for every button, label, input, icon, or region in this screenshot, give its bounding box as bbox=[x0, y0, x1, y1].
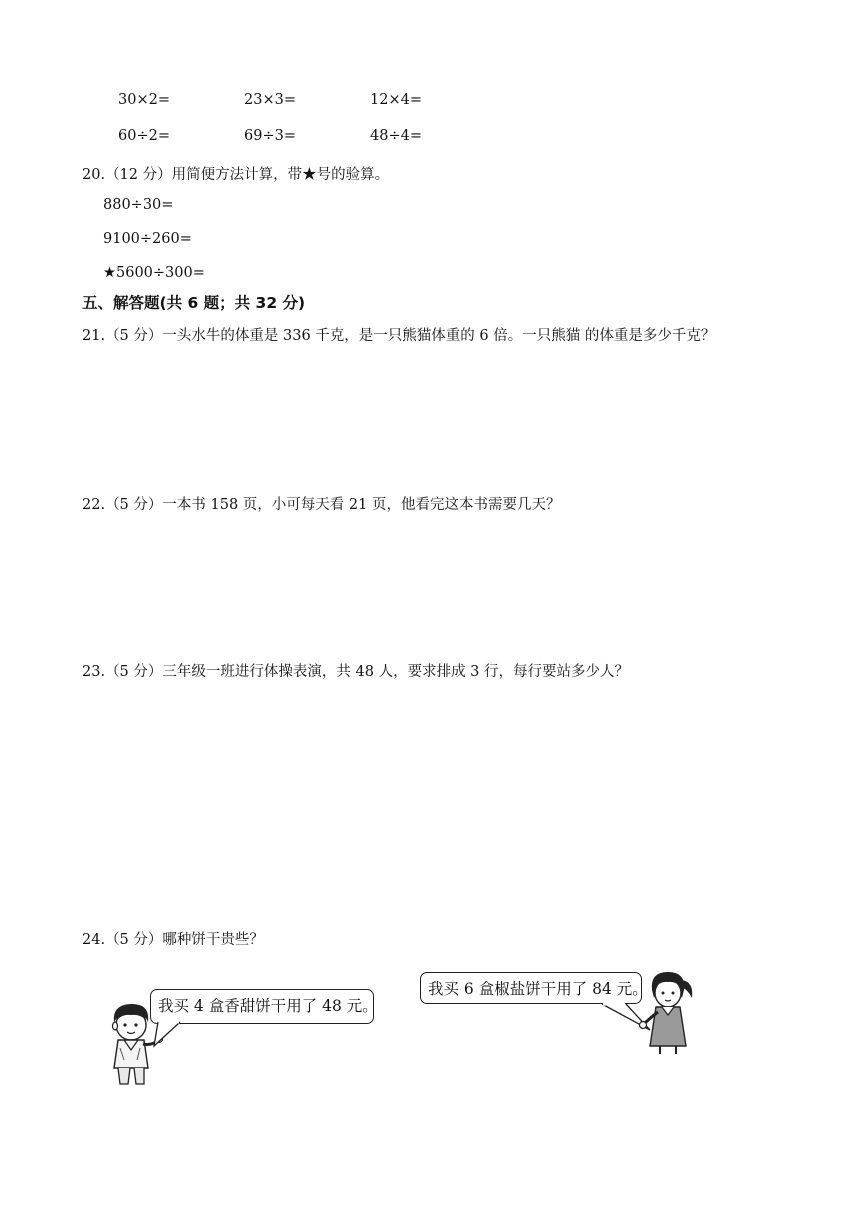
question-text: 一头水牛的体重是 336 千克，是一只熊猫体重的 6 倍。一只熊猫 的体重是多少千克？ bbox=[162, 328, 716, 344]
question-21 bbox=[82, 324, 715, 345]
question-score: （5 分） bbox=[105, 664, 163, 680]
question-text: 哪种饼干贵些？ bbox=[162, 932, 264, 948]
question-score: （5 分） bbox=[105, 497, 163, 513]
question-22 bbox=[82, 493, 560, 514]
boy-speech-text: 我买 4 盒香甜饼干用了 48 元。 bbox=[158, 997, 378, 1015]
question-number: 22. bbox=[82, 497, 106, 513]
question-20 bbox=[82, 163, 389, 184]
boy-speech-bubble bbox=[150, 989, 378, 1024]
question-score: （5 分） bbox=[105, 328, 163, 344]
question-number: 24. bbox=[82, 932, 106, 948]
question-text: 一本书 158 页，小可每天看 21 页，他看完这本书需要几天？ bbox=[162, 497, 561, 513]
q20-item: 880÷30= bbox=[103, 197, 174, 213]
calc-item: 48÷4= bbox=[370, 128, 422, 144]
question-number: 20. bbox=[82, 167, 106, 183]
calc-item: 69÷3= bbox=[244, 128, 296, 144]
boy-bubble-tail bbox=[150, 1020, 210, 1050]
calc-item: 30×2= bbox=[118, 92, 170, 108]
question-23 bbox=[82, 660, 629, 681]
question-text: 用简便方法计算，带★号的验算。 bbox=[171, 167, 390, 183]
calc-item: 12×4= bbox=[370, 92, 422, 108]
girl-speech-text: 我买 6 盒椒盐饼干用了 84 元。 bbox=[428, 980, 648, 998]
q20-item: ★5600÷300= bbox=[103, 265, 205, 281]
question-number: 23. bbox=[82, 664, 106, 680]
question-number: 21. bbox=[82, 328, 106, 344]
question-text: 三年级一班进行体操表演，共 48 人，要求排成 3 行，每行要站多少人？ bbox=[162, 664, 630, 680]
section-heading: 五、解答题(共 6 题；共 32 分) bbox=[82, 294, 306, 312]
question-score: （5 分） bbox=[105, 932, 163, 948]
girl-illustration bbox=[638, 968, 698, 1056]
question-24 bbox=[82, 928, 264, 949]
question-score: （12 分） bbox=[105, 167, 172, 183]
calc-item: 60÷2= bbox=[118, 128, 170, 144]
q20-item: 9100÷260= bbox=[103, 231, 192, 247]
calc-item: 23×3= bbox=[244, 92, 296, 108]
